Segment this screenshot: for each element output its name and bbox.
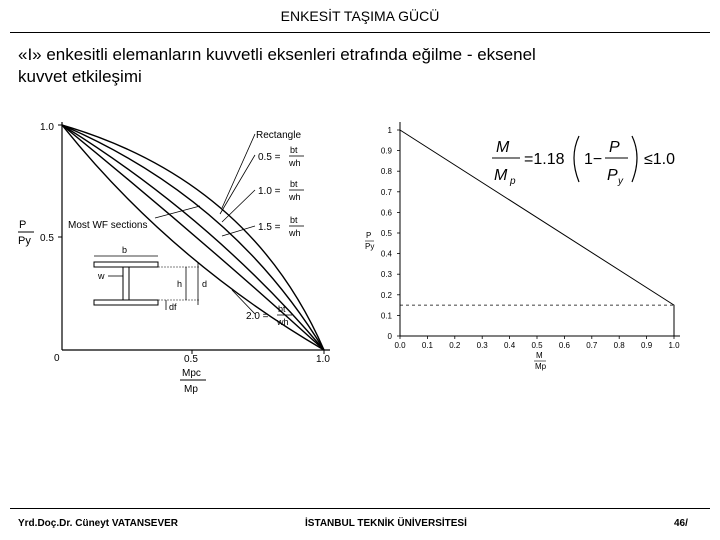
right-interaction-chart: [360, 110, 700, 400]
right-y-label: P: [366, 231, 372, 240]
right-x-tick-label: 0.5: [531, 341, 543, 350]
dim-d: d: [202, 279, 208, 289]
right-y-label-den: Py: [365, 242, 375, 251]
ratio-15-den: wh: [289, 228, 301, 238]
footer-author: Yrd.Doç.Dr. Cüneyt VATANSEVER: [18, 518, 179, 529]
right-y-tick-label: 0.9: [380, 146, 392, 156]
heading-line-1: «I» enkesitli elemanların kuvvetli eksenleri etrafında eğilme - eksenel: [18, 45, 536, 64]
svg-text:P: P: [607, 167, 618, 184]
dim-h: h: [177, 279, 183, 289]
right-x-label: M: [536, 351, 543, 360]
left-x-tick-1: 1.0: [316, 354, 330, 365]
dim-df: df: [169, 302, 177, 312]
left-interaction-figure: [0, 110, 345, 400]
svg-text:P: P: [609, 139, 620, 156]
right-x-tick-label: 0.1: [421, 341, 433, 350]
right-x-tick-label: 0.9: [641, 341, 653, 350]
svg-text:y: y: [618, 176, 623, 187]
label-rectangle: Rectangle: [256, 130, 302, 141]
svg-text:p: p: [510, 176, 516, 187]
svg-text:=1.18: =1.18: [524, 151, 565, 168]
heading-line-2: kuvvet etkileşimi: [18, 67, 142, 86]
ratio-05-den: wh: [289, 158, 301, 168]
svg-text:M: M: [494, 167, 508, 184]
left-y-tick-05: 0.5: [40, 233, 54, 244]
right-y-tick-label: 0.3: [380, 270, 392, 280]
right-x-tick-label: 0.6: [558, 341, 570, 350]
footer-institution: İSTANBUL TEKNİK ÜNİVERSİTESİ: [305, 518, 467, 529]
left-y-label-num: P: [19, 219, 27, 231]
left-x-label-den: Mp: [184, 384, 198, 395]
ratio-10-prefix: 1.0 =: [258, 186, 281, 197]
slide-heading: [18, 44, 708, 88]
right-x-tick-label: 1.0: [668, 341, 680, 350]
ratio-10-num: bt: [290, 179, 298, 189]
page-title: ENKESİT TAŞIMA GÜCÜ: [280, 8, 440, 24]
svg-text:≤1.0: ≤1.0: [644, 151, 676, 168]
left-y-tick-1: 1.0: [40, 122, 54, 133]
equation: [492, 136, 675, 187]
left-y-label-den: Py: [18, 235, 31, 247]
right-y-tick-label: 0.5: [380, 229, 392, 238]
right-x-label-den: Mp: [535, 362, 547, 371]
right-x-tick-label: 0.0: [394, 341, 406, 350]
right-y-tick-label: 0.7: [380, 187, 392, 197]
right-y-tick-label: 0.8: [380, 167, 392, 177]
right-y-tick-label: 0.4: [380, 249, 392, 259]
footer-page-number: 46/: [674, 518, 688, 529]
ratio-15-num: bt: [290, 215, 298, 225]
ratio-10-den: wh: [289, 192, 301, 202]
top-divider: [10, 32, 710, 33]
left-x-tick-05: 0.5: [184, 354, 198, 365]
dim-b: b: [122, 245, 128, 255]
ratio-20-num: bt: [278, 304, 286, 314]
right-y-tick-label: 0.2: [380, 290, 392, 300]
i-section-sketch: [94, 256, 200, 310]
right-y-tick-label: 0.6: [380, 208, 392, 218]
right-x-tick-label: 0.8: [613, 341, 625, 350]
svg-text:1−: 1−: [584, 151, 603, 168]
ratio-20-den: wh: [277, 317, 289, 327]
label-most-wf: Most WF sections: [68, 220, 148, 231]
dim-w: w: [98, 271, 105, 281]
bottom-divider: [10, 508, 710, 509]
svg-text:M: M: [496, 139, 510, 156]
left-x-label-num: Mpc: [182, 368, 201, 379]
right-x-tick-label: 0.3: [476, 341, 488, 350]
ratio-20-prefix: 2.0 =: [246, 311, 269, 322]
right-x-tick-label: 0.2: [449, 341, 461, 350]
left-y-tick-0: 0: [54, 353, 60, 364]
right-x-tick-label: 0.4: [504, 341, 516, 350]
right-y-tick-label: 0.1: [380, 311, 392, 321]
ratio-05-prefix: 0.5 =: [258, 152, 281, 163]
right-y-tick-label: 1: [387, 126, 392, 135]
ratio-15-prefix: 1.5 =: [258, 222, 281, 233]
ratio-05-num: bt: [290, 145, 298, 155]
right-y-tick-label: 0: [387, 332, 392, 341]
right-x-tick-label: 0.7: [586, 341, 598, 350]
